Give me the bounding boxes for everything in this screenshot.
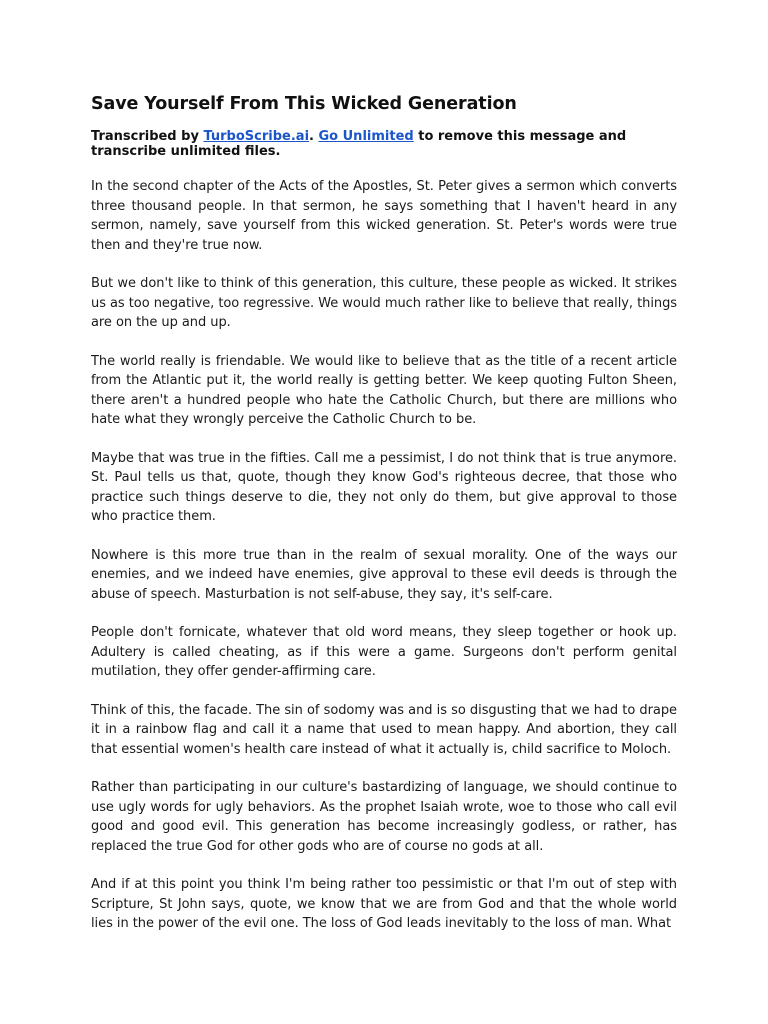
paragraph: The world really is friendable. We would like to believe that as the title of a recent article from the Atlantic put it, the world really is getting better. We keep quoting Fulton Sheen, there aren't a hundred people who hate the Catholic Church, but there are millions who hate what they wrongly perceive the Catholic Church to be. bbox=[91, 353, 677, 427]
paragraph: People don't fornicate, whatever that old word means, they sleep together or hook up. Adultery is called cheating, as if this were a game. Surgeons don't perform genital mutilation, they offer gender-affirming care. bbox=[91, 625, 677, 679]
paragraph: And if at this point you think I'm being rather too pessimistic or that I'm out of step with Scripture, St John says, quote, we know that we are from God and that the whole world lies in the power of the evil one. The loss of God leads inevitably to the loss of man. What bbox=[91, 877, 677, 931]
transcription-notice bbox=[91, 129, 677, 159]
paragraph: Nowhere is this more true than in the realm of sexual morality. One of the ways our enemies, and we indeed have enemies, give approval to these evil deeds is through the abuse of speech. Masturbation is not self-abuse, they say, it's self-care. bbox=[91, 547, 677, 602]
paragraph: Think of this, the facade. The sin of sodomy was and is so disgusting that we had to drape it in a rainbow flag and call it a name that used to mean happy. And abortion, they call that essential women's health care instead of what it actually is, child sacrifice to Moloch. bbox=[91, 702, 677, 757]
notice-suffix: to remove this message and transcribe unlimited files. bbox=[91, 129, 627, 159]
turboscribe-link[interactable]: TurboScribe.ai bbox=[203, 129, 310, 144]
paragraph: But we don't like to think of this generation, this culture, these people as wicked. It strikes us as too negative, too regressive. We would much rather like to believe that really, things are on the up and up. bbox=[91, 276, 677, 330]
notice-prefix: Transcribed by bbox=[91, 129, 204, 144]
notice-middle: . bbox=[309, 129, 319, 144]
paragraph: Rather than participating in our culture's bastardizing of language, we should continue to use ugly words for ugly behaviors. As the prophet Isaiah wrote, woe to those who call evil good and good evil. This generation has become increasingly godless, or rather, has replaced the true God for other gods who are of course no gods at all. bbox=[91, 780, 677, 854]
go-unlimited-link[interactable]: Go Unlimited bbox=[318, 129, 414, 144]
paragraph: Maybe that was true in the fifties. Call me a pessimist, I do not think that is true anymore. St. Paul tells us that, quote, though they know God's righteous decree, that those who practice such things deserve to die, they not only do them, but give approval to those who practice them. bbox=[91, 450, 677, 524]
document-page bbox=[91, 93, 677, 934]
paragraph: In the second chapter of the Acts of the Apostles, St. Peter gives a sermon which converts three thousand people. In that sermon, he says something that I haven't heard in any sermon, namely, save yourself from this wicked generation. St. Peter's words were true then and they're true now. bbox=[91, 179, 677, 253]
document-title: Save Yourself From This Wicked Generation bbox=[91, 94, 517, 114]
